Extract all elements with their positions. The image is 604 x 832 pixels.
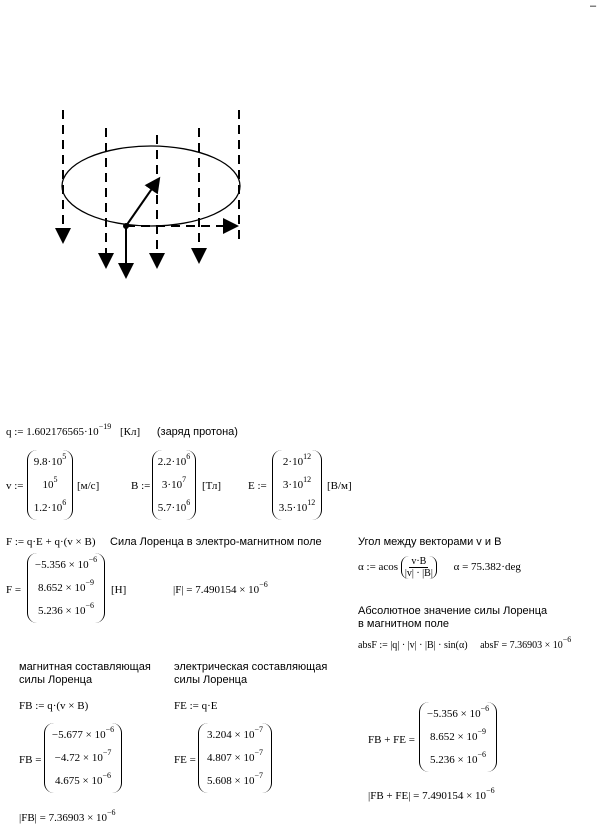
F-label: Сила Лоренца в электро-магнитном поле xyxy=(110,536,322,548)
B-label: B := xyxy=(131,480,151,492)
orbit-ellipse xyxy=(62,146,240,226)
magnetic-field-diagram xyxy=(40,100,270,285)
FE-definition: FE := q·E xyxy=(174,700,218,712)
q-definition: q := $1.602176565\cdot 10^{-19}$ [Кл] (заряд протона) xyxy=(6,422,238,438)
angle-definition: α := acos $\frac{v\cdot B}{|v| \cdot |B|}$ α = 75.382·deg xyxy=(358,556,521,579)
B-vector: $2.2\cdot 10^6$ $3\cdot 10^7$ $5.7\cdot 10^6$ xyxy=(152,450,196,520)
v-unit: [м/с] xyxy=(77,480,100,492)
F-definition: F := q·E + q·(v × B) xyxy=(6,536,96,548)
FB-title-2: силы Лоренца xyxy=(19,674,93,686)
E-label: E := xyxy=(248,480,267,492)
FB-result-vector: $-5.677 \times 10^{-6}$ $-4.72 \times 10^{-7}$ $4.675 \times 10^{-6}$ xyxy=(44,723,122,793)
FE-title-1: электрическая составляющая xyxy=(174,661,328,673)
F-abs: $|F| = 7.490154 \times 10^{-6}$ xyxy=(173,580,268,596)
E-unit: [В/м] xyxy=(327,480,352,492)
absF-title-2: в магнитном поле xyxy=(358,618,450,630)
FE-title-2: силы Лоренца xyxy=(174,674,248,686)
v-vector: $9.8\cdot 10^5$ $10^5$ $1.2\cdot 10^6$ xyxy=(27,450,73,520)
F-result-unit: [Н] xyxy=(111,584,127,596)
velocity-vector xyxy=(126,180,158,226)
FE-result-label: FE = xyxy=(174,754,196,766)
B-unit: [Тл] xyxy=(202,480,221,492)
FBFE-result-label: FB + FE = xyxy=(368,734,415,746)
E-vector: $2\cdot 10^{12}$ $3\cdot 10^{12}$ $3.5\cdot 10^{12}$ xyxy=(272,450,322,520)
v-label: v := xyxy=(6,480,24,492)
absF-title-1: Абсолютное значение силы Лоренца xyxy=(358,605,548,617)
FE-result-vector: $3.204 \times 10^{-7}$ $4.807 \times 10^{-7}$ $5.608 \times 10^{-7}$ xyxy=(198,723,272,793)
FB-result-label: FB = xyxy=(19,754,42,766)
absF-formula: absF := |q| · |v| · |B| · sin(α) absF = $7.36903 \times 10^{-6}$ xyxy=(358,635,572,651)
angle-title: Угол между векторами v и B xyxy=(358,536,502,548)
FBFE-abs: $|FB + FE| = 7.490154 \times 10^{-6}$ xyxy=(368,786,495,802)
FB-title-1: магнитная составляющая xyxy=(19,661,151,673)
F-result-label: F = xyxy=(6,584,22,596)
FB-definition: FB := q·(v × B) xyxy=(19,700,89,712)
FBFE-result-vector: $-5.356 \times 10^{-6}$ $8.652 \times 10^{-9}$ $5.236 \times 10^{-6}$ xyxy=(419,702,497,772)
particle-dot xyxy=(123,223,129,229)
FB-abs: $|FB| = 7.36903 \times 10^{-6}$ xyxy=(19,808,116,824)
F-result-vector: $-5.356 \times 10^{-6}$ $8.652 \times 10^{-9}$ $5.236 \times 10^{-6}$ xyxy=(27,553,105,623)
corner-mark: – xyxy=(590,0,597,12)
